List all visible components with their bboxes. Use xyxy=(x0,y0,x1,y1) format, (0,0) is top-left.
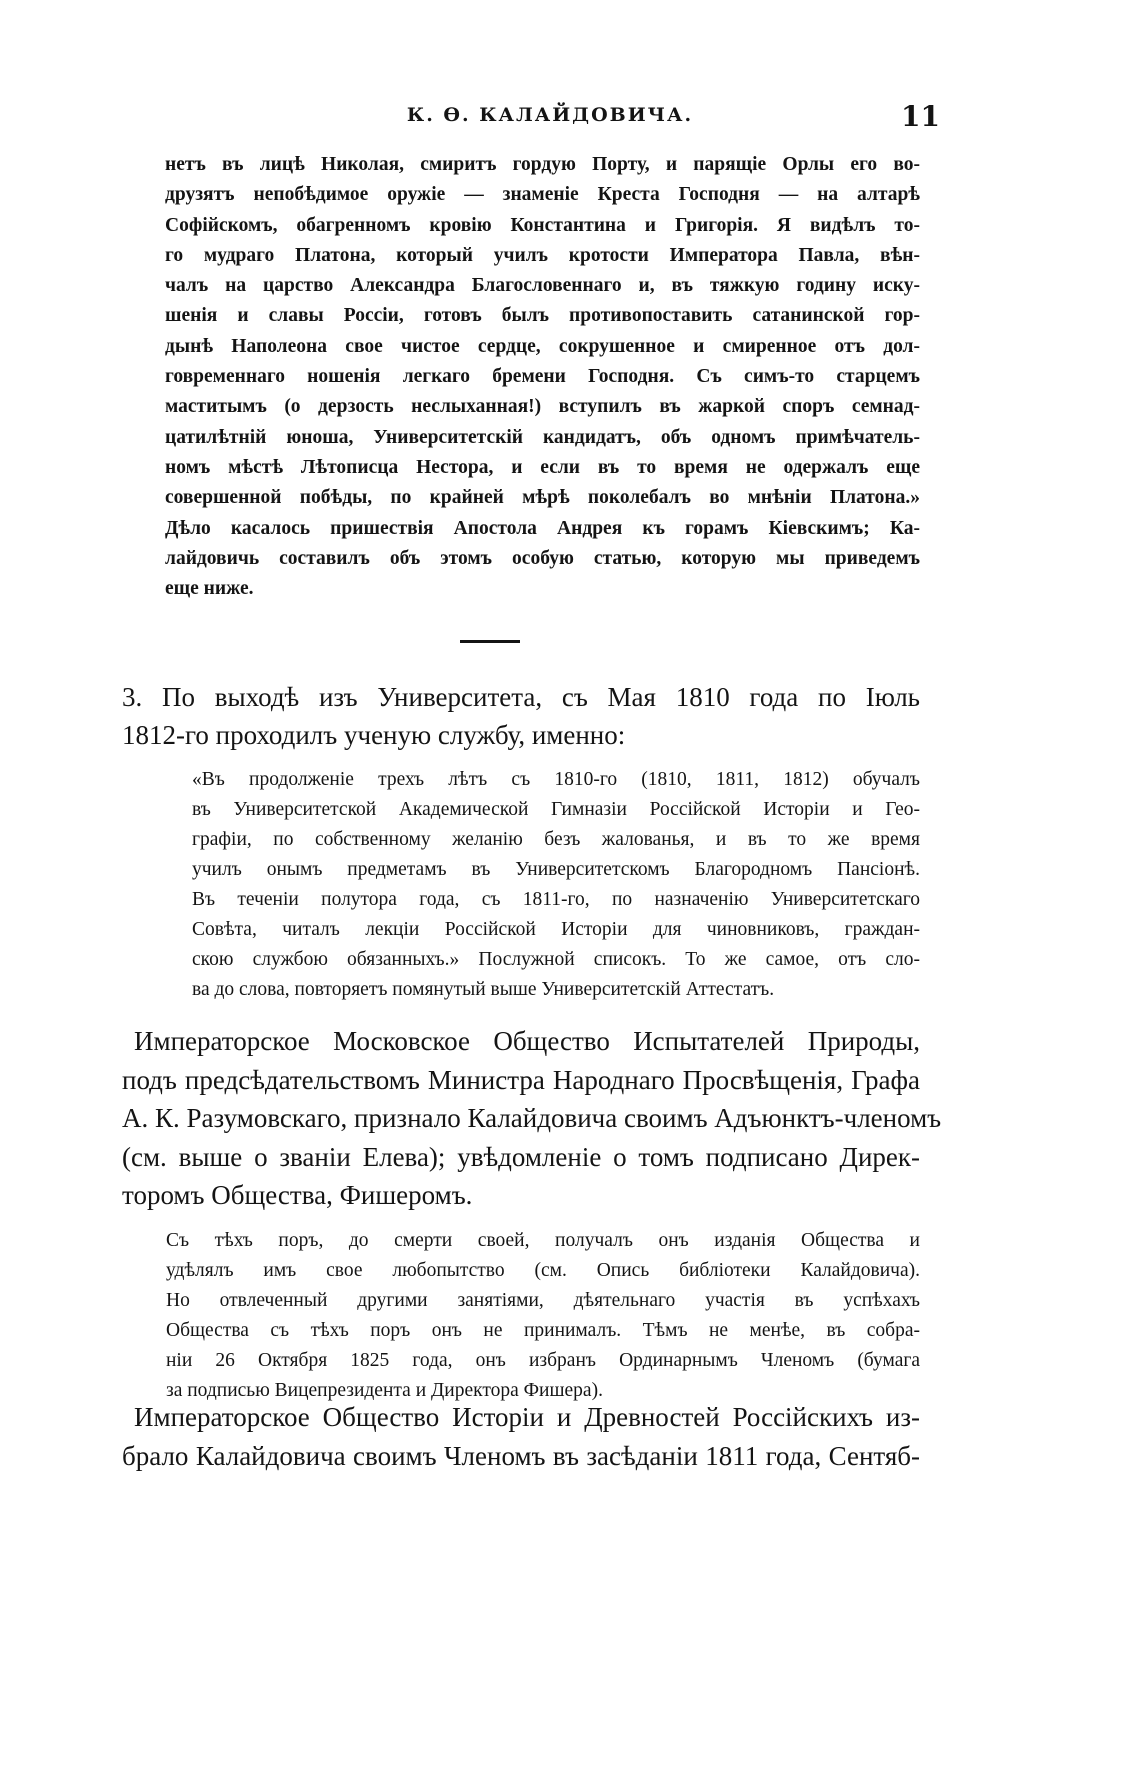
text-line: торомъ Общества, Фишеромъ. xyxy=(122,1180,473,1210)
text-line: Въ теченіи полутора года, съ 1811-го, по назначенію Университетскаго xyxy=(192,889,920,910)
text-line: Но отвлеченный другими занятіями, дѣятельнаго участія въ успѣхахъ xyxy=(166,1290,920,1311)
text-line: лайдовичь составилъ объ этомъ особую статью, которую мы приведемъ xyxy=(165,547,920,569)
text-line: «Въ продолженіе трехъ лѣтъ съ 1810-го (1810, 1811, 1812) обучалъ xyxy=(192,769,920,790)
text-line: ва до слова, повторяетъ помянутый выше Университетскій Аттестатъ. xyxy=(192,979,775,1000)
section-3-heading xyxy=(122,678,920,754)
text-line: за подписью Вицепрезидента и Директора Фишера). xyxy=(166,1380,603,1401)
text-line: удѣлялъ имъ свое любопытство (см. Опись библіотеки Калайдовича). xyxy=(166,1260,920,1281)
text-line: 1812-го проходилъ ученую службу, именно: xyxy=(122,720,626,750)
history-society-paragraph xyxy=(122,1398,920,1475)
text-line: Императорское Общество Исторіи и Древностей Россійскихъ из- xyxy=(134,1402,920,1432)
text-line: подъ предсѣдательствомъ Министра Народнаго Просвѣщенія, Графа xyxy=(122,1064,920,1095)
text-line: 3. По выходѣ изъ Университета, съ Мая 1810 года по Іюль xyxy=(122,682,920,712)
text-line: дынѣ Наполеона свое чистое сердце, сокрушенное и смиренное отъ дол- xyxy=(165,335,920,357)
text-line: Софійскомъ, обагренномъ кровію Константина и Григорія. Я видѣлъ то- xyxy=(165,214,920,236)
page-number: 11 xyxy=(901,100,940,133)
text-line: Совѣта, читалъ лекціи Россійской Исторіи для чиновниковъ, граждан- xyxy=(192,919,920,940)
text-line: ніи 26 Октября 1825 года, онъ избранъ Ординарнымъ Членомъ (бумага xyxy=(166,1350,920,1371)
text-line: графіи, по собственному желанію безъ жалованья, и въ то же время xyxy=(192,829,920,850)
text-line: А. К. Разумовскаго, признало Калайдовича своимъ Адъюнктъ-членомъ xyxy=(122,1103,942,1133)
text-line: въ Университетской Академической Гимназіи Россійской Исторіи и Гео- xyxy=(192,799,920,820)
text-line: брало Калайдовича своимъ Членомъ въ засѣданіи 1811 года, Сентяб- xyxy=(122,1440,920,1471)
text-line: чалъ на царство Александра Благословеннаго и, въ тяжкую годину иску- xyxy=(165,275,920,297)
text-line: скою службою обязанныхъ.» Послужной списокъ. То же самое, отъ сло- xyxy=(192,949,920,970)
text-line: номъ мѣстѣ Лѣтописца Нестора, и если въ то время не одержалъ еще xyxy=(165,456,920,478)
service-record-quote xyxy=(192,765,920,1005)
text-line: Съ тѣхъ поръ, до смерти своей, получалъ онъ изданія Общества и xyxy=(166,1230,920,1251)
section-divider xyxy=(460,640,520,643)
text-line: го мудраго Платона, который училъ кротости Императора Павла, вѣн- xyxy=(165,244,920,266)
running-head xyxy=(160,100,940,136)
text-line: еще ниже. xyxy=(165,578,254,600)
text-line: нетъ въ лицѣ Николая, смиритъ гордую Порту, и парящіе Орлы его во- xyxy=(165,154,920,175)
text-line: совершенной побѣды, по крайней мѣрѣ поколебалъ во мнѣніи Платона.» xyxy=(165,487,920,509)
society-note xyxy=(166,1226,920,1406)
text-line: Императорское Московское Общество Испытателей Природы, xyxy=(134,1026,920,1056)
text-line: маститымъ (о дерзость неслыханная!) вступилъ въ жаркой споръ семнад- xyxy=(165,396,920,418)
text-line: говременнаго ношенія легкаго бремени Господня. Съ симъ-то старцемъ xyxy=(165,366,920,388)
text-line: друзятъ непобѣдимое оружіе — знаменіе Креста Господня — на алтарѣ xyxy=(165,184,920,206)
text-line: Дѣло касалось пришествія Апостола Андрея къ горамъ Кіевскимъ; Ка- xyxy=(165,517,920,539)
society-paragraph xyxy=(122,1022,942,1215)
quoted-passage xyxy=(165,150,920,604)
text-line: училъ онымъ предметамъ въ Университетскомъ Благородномъ Пансіонѣ. xyxy=(192,859,920,880)
text-line: (см. выше о званіи Елева); увѣдомленіе о томъ подписано Дирек- xyxy=(122,1141,920,1172)
text-line: Общества съ тѣхъ поръ онъ не принималъ. Тѣмъ не менѣе, въ собра- xyxy=(166,1320,920,1341)
text-line: цатилѣтній юноша, Университетскій кандидатъ, объ одномъ примѣчатель- xyxy=(165,426,920,448)
running-title: К. Ѳ. КАЛАЙДОВИЧА. xyxy=(406,104,694,126)
text-line: шенія и славы Россіи, готовъ былъ противопоставить сатанинской гор- xyxy=(165,305,920,327)
